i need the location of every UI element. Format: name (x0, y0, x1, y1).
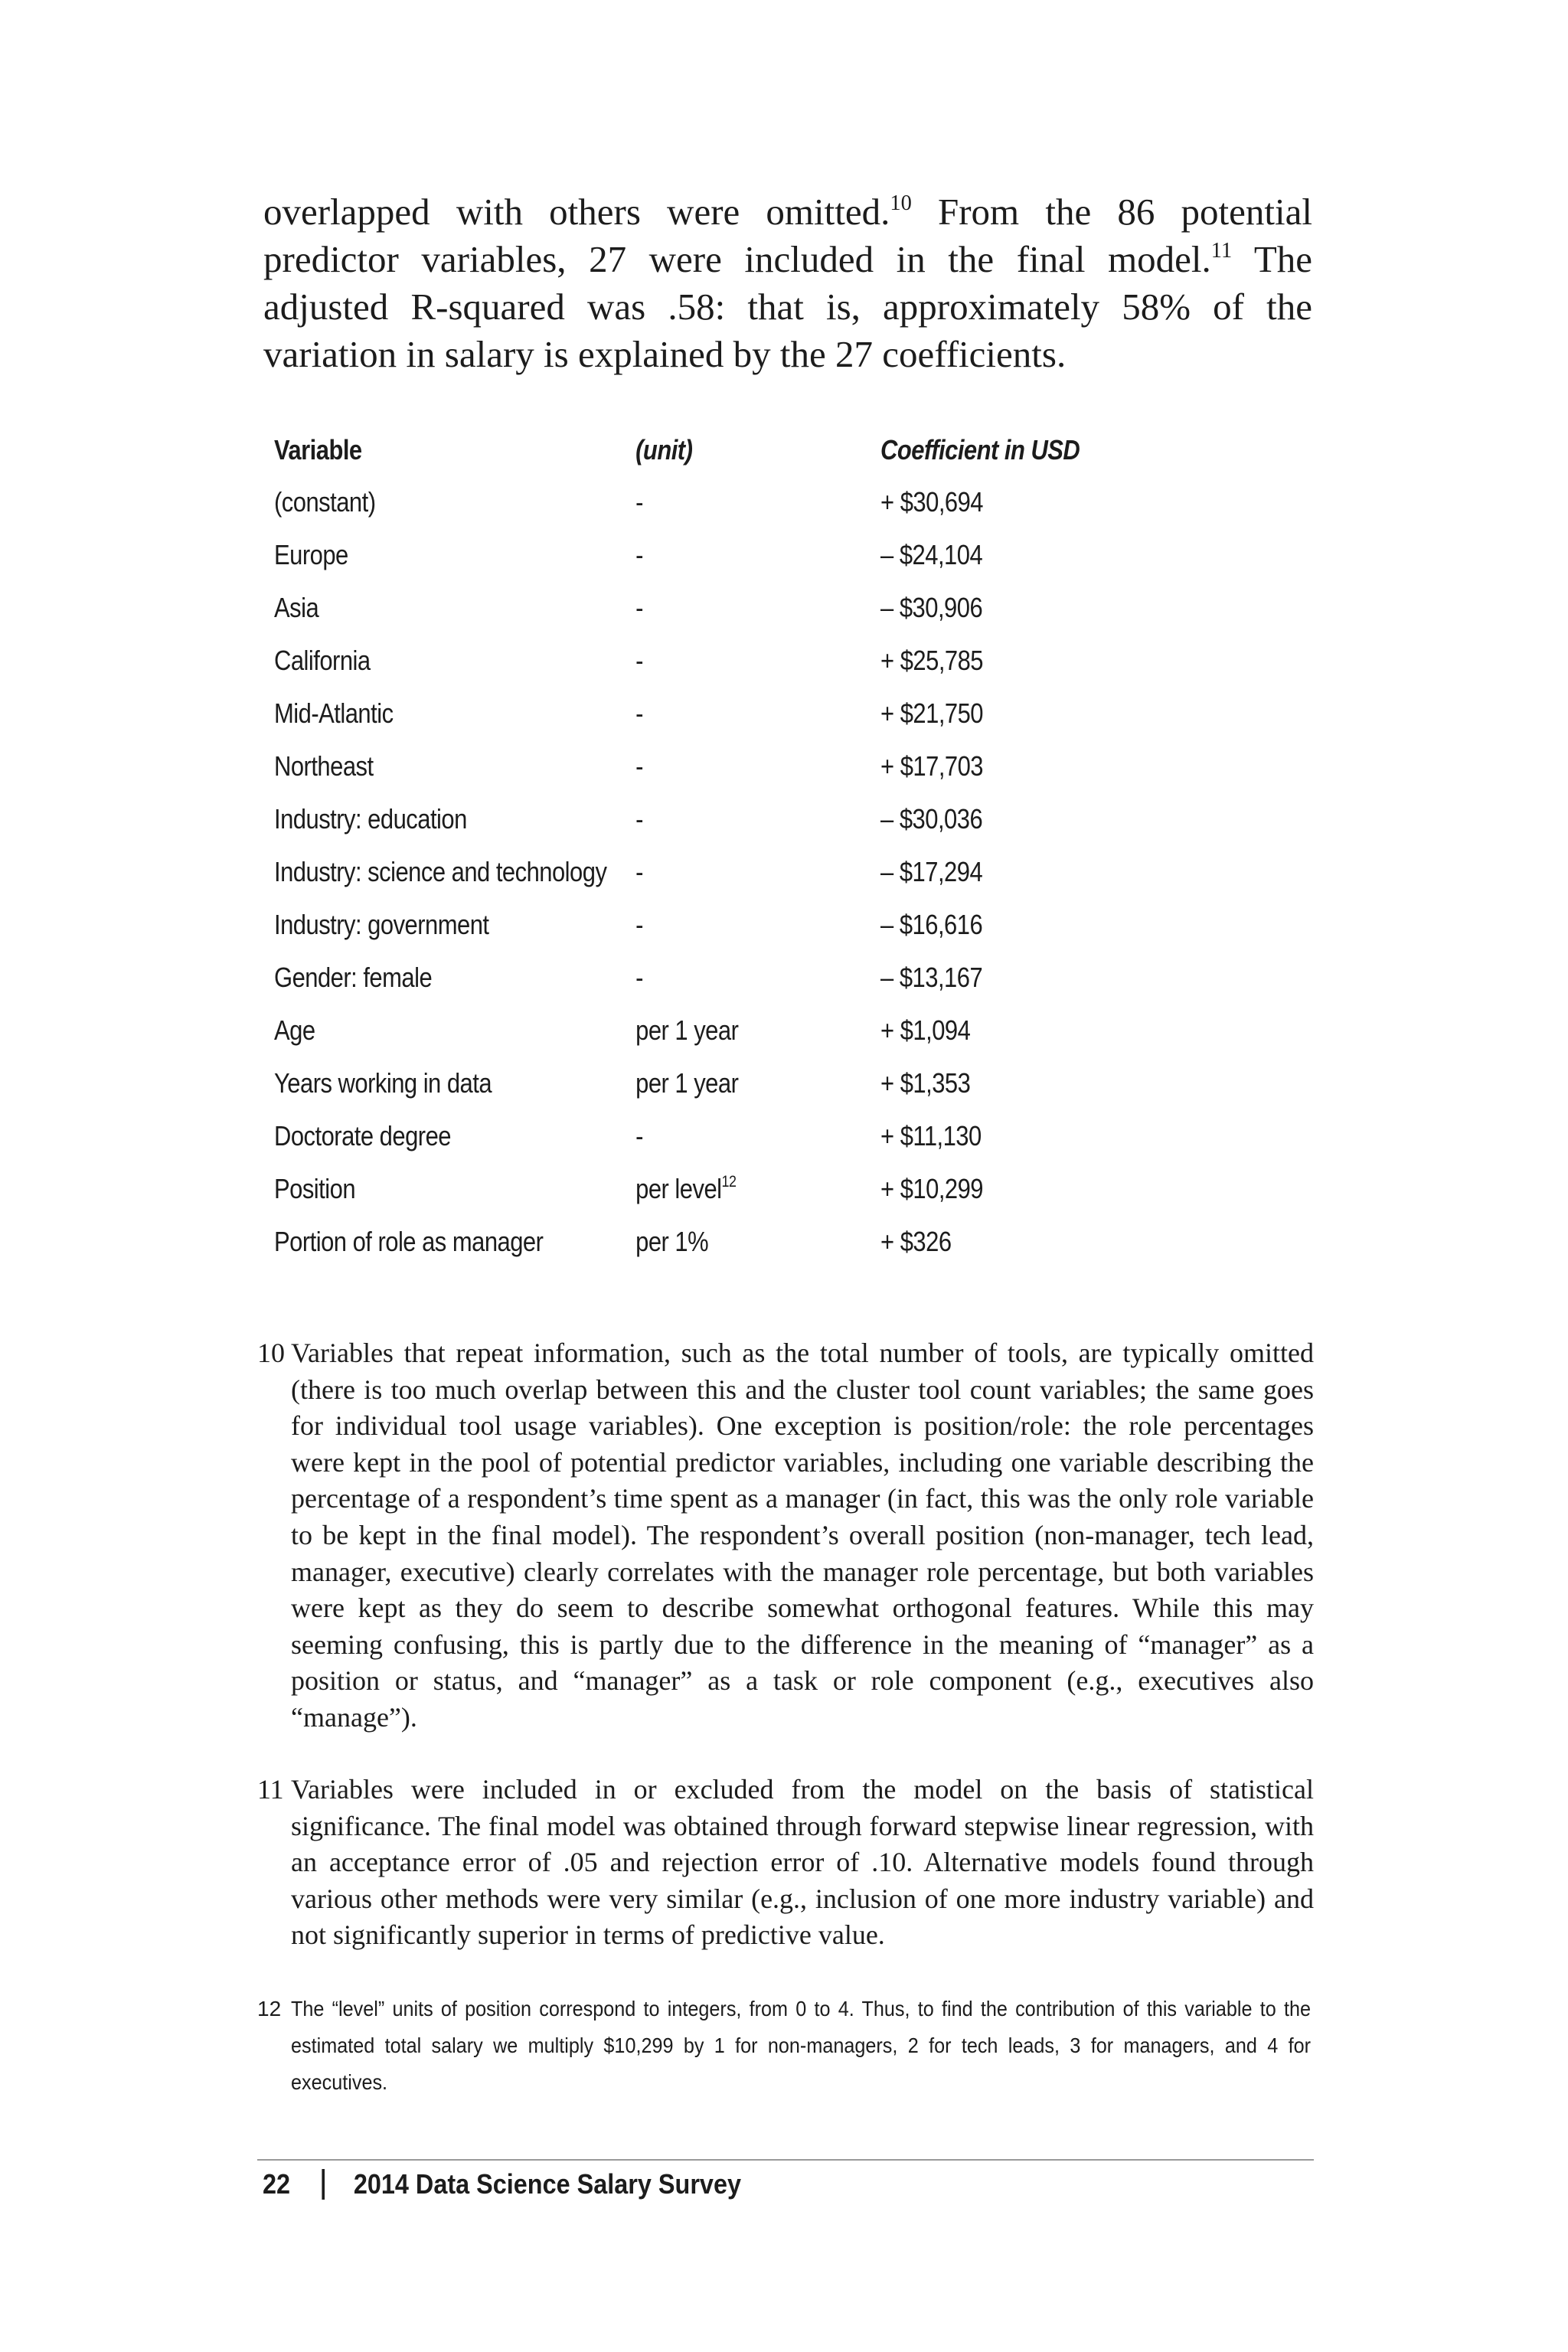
cell-coefficient: + $17,703 (880, 750, 984, 782)
cell-variable: Europe (274, 538, 348, 570)
table-row (274, 634, 1080, 687)
cell-coefficient: – $16,616 (880, 908, 983, 940)
cell-coefficient: + $11,130 (880, 1119, 982, 1152)
footnote-ref-10: 10 (890, 191, 912, 215)
cell-variable: (constant) (274, 485, 376, 518)
unit-text: per level (635, 1172, 722, 1204)
cell-unit: - (635, 644, 643, 676)
table-row (274, 1004, 1080, 1057)
cell-unit: - (635, 802, 643, 835)
cell-variable: Doctorate degree (274, 1119, 451, 1152)
cell-variable: Industry: government (274, 908, 489, 940)
intro-text-c: The adjusted R-squared was .58: that is, approximately 58% of the variation in salary is explained by the 27 coefficients. (263, 238, 1313, 375)
cell-variable: Mid-Atlantic (274, 697, 394, 729)
cell-variable: Years working in data (274, 1067, 492, 1099)
table-header-row (274, 424, 1080, 475)
footnote-number: 12 (257, 1997, 282, 2020)
table-row (274, 1109, 1080, 1162)
footnote-12 (257, 1991, 1314, 2101)
footnote-number: 11 (257, 1774, 284, 1805)
intro-text-b: From the 86 potential predictor variables, 27 were included in the final model. (263, 191, 1312, 280)
table-row (274, 898, 1080, 951)
footnote-10 (257, 1335, 1314, 1736)
cell-coefficient: + $25,785 (880, 644, 984, 676)
table-row (274, 951, 1080, 1004)
cell-coefficient: – $30,906 (880, 591, 983, 623)
cell-variable: Portion of role as manager (274, 1225, 544, 1257)
header-unit: (unit) (635, 433, 693, 466)
cell-unit: - (635, 908, 643, 940)
page-number: 22 (263, 2168, 291, 2200)
cell-coefficient: + $1,353 (880, 1067, 971, 1099)
cell-unit (635, 1162, 880, 1215)
footer-title: 2014 Data Science Salary Survey (353, 2168, 741, 2200)
table-row (274, 792, 1080, 845)
cell-unit: - (635, 591, 643, 623)
footnote-text: Variables that repeat information, such as the total number of tools, are typically omitted (there is too much overlap between this and the cluster tool count variables; the same goes for individual tool usage variables). One exception is position/role: the role percentages were kept in the pool of potential predictor variables, including one variable describing the percentage of a respondent’s time spent as a manager (in fact, this was the only role variable to be kept in the final model). The respondent’s overall position (non-manager, tech lead, manager, executive) clearly correlates with the manager role percentage, but both variables were kept as they do seem to describe somewhat orthogonal features. While this may seeming confusing, this is partly due to the difference in the meaning of “manager” as a position or status, and “manager” as a task or role component (e.g., executives also “manage”). (291, 1338, 1314, 1733)
cell-unit: - (635, 485, 643, 518)
footnote-number: 10 (257, 1338, 285, 1368)
cell-coefficient: – $17,294 (880, 855, 983, 887)
cell-unit: - (635, 961, 643, 993)
cell-unit: per 1 year (635, 1067, 739, 1099)
cell-coefficient: + $10,299 (880, 1172, 984, 1204)
cell-variable: Asia (274, 591, 319, 623)
cell-variable: California (274, 644, 371, 676)
footer-separator (322, 2169, 325, 2200)
footnote-ref-12: 12 (721, 1172, 737, 1191)
cell-coefficient: + $21,750 (880, 697, 984, 729)
cell-coefficient: + $30,694 (880, 485, 984, 518)
footnote-ref-11: 11 (1210, 238, 1233, 263)
cell-coefficient: + $326 (880, 1225, 952, 1257)
table-row (274, 687, 1080, 740)
cell-coefficient: – $24,104 (880, 538, 983, 570)
table-row (274, 528, 1080, 581)
page-footer (263, 2168, 741, 2200)
header-coefficient: Coefficient in USD (880, 433, 1080, 466)
table-row (274, 740, 1080, 792)
cell-variable: Northeast (274, 750, 374, 782)
table-row (274, 475, 1080, 528)
cell-unit: - (635, 750, 643, 782)
cell-variable: Industry: science and technology (274, 855, 607, 887)
table-row (274, 581, 1080, 634)
table-row (274, 1215, 1080, 1268)
cell-variable: Age (274, 1014, 315, 1046)
cell-variable: Industry: education (274, 802, 467, 835)
footnote-text: The “level” units of position correspond to integers, from 0 to 4. Thus, to find the contribution of this variable to the estimated total salary we multiply $10,299 by 1 for non-managers, 2 for tech leads, 3 for managers, and 4 for executives. (291, 1997, 1311, 2094)
footer-divider (257, 2159, 1314, 2161)
coefficient-table (274, 424, 1080, 1268)
cell-variable: Gender: female (274, 961, 433, 993)
cell-unit: - (635, 1119, 643, 1152)
cell-unit: - (635, 538, 643, 570)
cell-unit: per 1 year (635, 1014, 739, 1046)
cell-unit: per 1% (635, 1225, 709, 1257)
cell-coefficient: – $30,036 (880, 802, 983, 835)
intro-paragraph (263, 188, 1312, 378)
header-variable: Variable (274, 433, 362, 466)
table-row (274, 845, 1080, 898)
cell-coefficient: + $1,094 (880, 1014, 971, 1046)
cell-coefficient: – $13,167 (880, 961, 983, 993)
footnote-text: Variables were included in or excluded from the model on the basis of statistical significance. The final model was obtained through forward stepwise linear regression, with an acceptance error of .05 and rejection error of .10. Alternative models found through various other methods were very similar (e.g., inclusion of one more industry variable) and not significantly superior in terms of predictive value. (291, 1774, 1314, 1951)
table-row (274, 1057, 1080, 1109)
cell-variable: Position (274, 1172, 356, 1204)
intro-text-a: overlapped with others were omitted. (263, 191, 890, 233)
cell-unit: - (635, 697, 643, 729)
footnote-11 (257, 1772, 1314, 1954)
table-row (274, 1162, 1080, 1215)
cell-unit: - (635, 855, 643, 887)
